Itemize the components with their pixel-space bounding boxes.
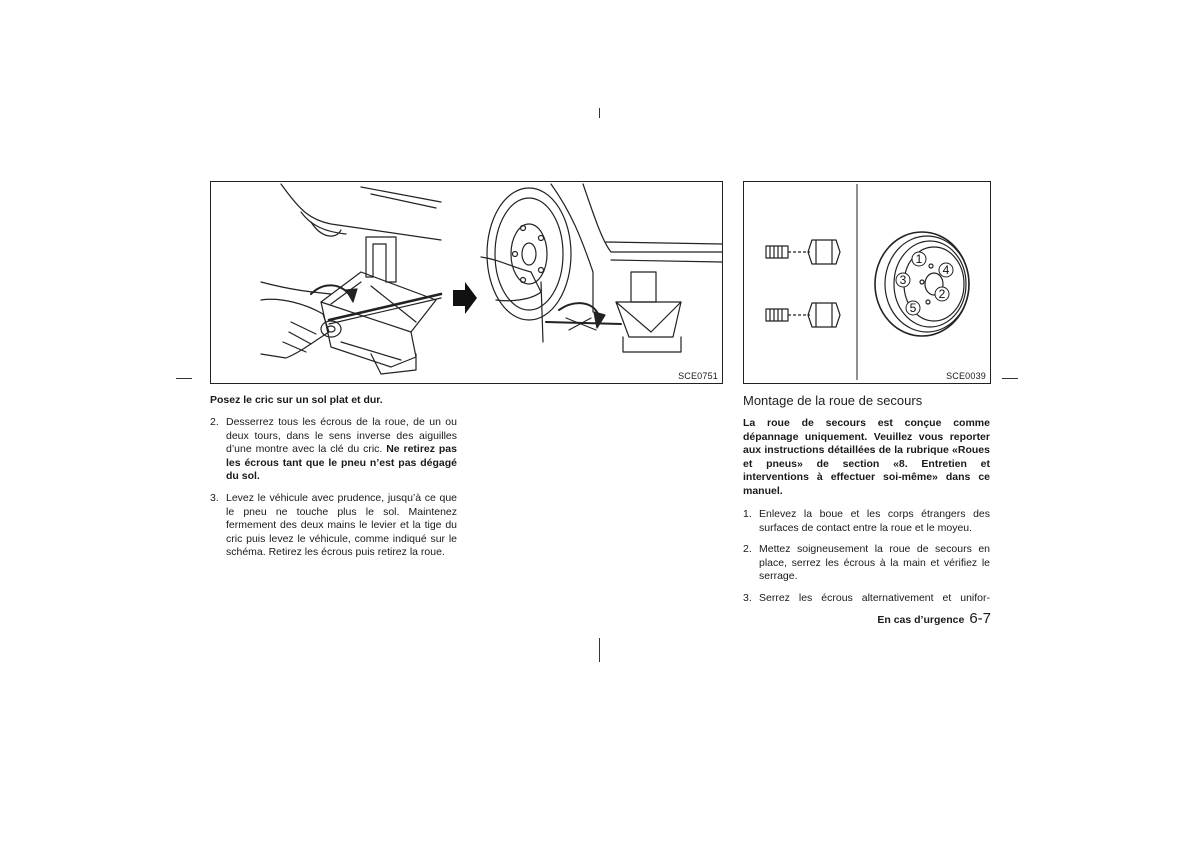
figure-caption: Posez le cric sur un sol plat et dur. bbox=[210, 394, 383, 406]
list-item-text: Enlevez la boue et les corps étrangers des surfaces de contact entre la roue et le moyeu. bbox=[759, 508, 990, 534]
crop-mark-top bbox=[599, 108, 600, 118]
list-item bbox=[743, 543, 990, 584]
list-item-text: Desserrez tous les écrous de la roue, de un ou deux tours, dans le sens inverse des aiguilles d’une montre avec la clé du cric. Ne retirez pas les écrous tant que le pneu n’est pas dégagé du sol. bbox=[226, 416, 457, 483]
list-item bbox=[210, 416, 457, 484]
callout-1: 1 bbox=[915, 252, 923, 266]
section-name: En cas d’urgence bbox=[877, 614, 965, 626]
figure-spare-wheel-illustration bbox=[743, 181, 991, 384]
crop-mark-left bbox=[176, 378, 192, 379]
wheel-nut-drawing bbox=[744, 182, 990, 383]
callout-4: 4 bbox=[942, 263, 950, 277]
list-item-number: 3. bbox=[210, 491, 219, 504]
list-item-text: Serrez les écrous alternativement et unifor- bbox=[759, 591, 990, 604]
figure-code-left: SCE0751 bbox=[678, 371, 718, 381]
list-item bbox=[743, 508, 990, 535]
left-column bbox=[210, 416, 457, 568]
jack-drawing bbox=[211, 182, 722, 383]
list-item bbox=[743, 592, 990, 606]
callout-5: 5 bbox=[909, 301, 917, 315]
right-column bbox=[743, 508, 990, 614]
list-item-number: 2. bbox=[210, 416, 219, 428]
crop-mark-right bbox=[1002, 378, 1018, 379]
list-item-text: Levez le véhicule avec prudence, jusqu’à ce que le pneu ne touche plus le sol. Maintenez fermement des deux mains le levier et la tige du cric puis levez le véhicule, comme indiqué sur le schéma. Retirez les écrous puis retirez la roue. bbox=[226, 491, 457, 559]
list-item-number: 2. bbox=[743, 543, 752, 556]
list-item bbox=[210, 492, 457, 560]
list-item-number: 1. bbox=[743, 508, 752, 520]
page-number: 6-7 bbox=[969, 610, 991, 627]
callout-3: 3 bbox=[899, 273, 907, 287]
list-item-text: Mettez soigneusement la roue de secours en place, serrez les écrous à la main et vérifiez le serrage. bbox=[759, 543, 990, 583]
fold-mark-bottom bbox=[599, 638, 600, 662]
section-heading: Montage de la roue de secours bbox=[743, 393, 923, 408]
figure-jack-illustration bbox=[210, 181, 723, 384]
callout-2: 2 bbox=[938, 287, 946, 301]
page-footer bbox=[877, 610, 991, 627]
notice-paragraph: La roue de secours est conçue comme dépannage uniquement. Veuillez vous reporter aux instructions détaillées de la rubrique «Roues et pneus» de section «8. Entretien et interventions à effectuer soi-même» dans ce manuel. bbox=[743, 417, 990, 497]
list-item-number: 3. bbox=[743, 591, 752, 604]
warning-text: Ne retirez pas les écrous tant que le pneu n’est pas dégagé du sol. bbox=[226, 443, 457, 483]
figure-code-right: SCE0039 bbox=[946, 371, 986, 381]
